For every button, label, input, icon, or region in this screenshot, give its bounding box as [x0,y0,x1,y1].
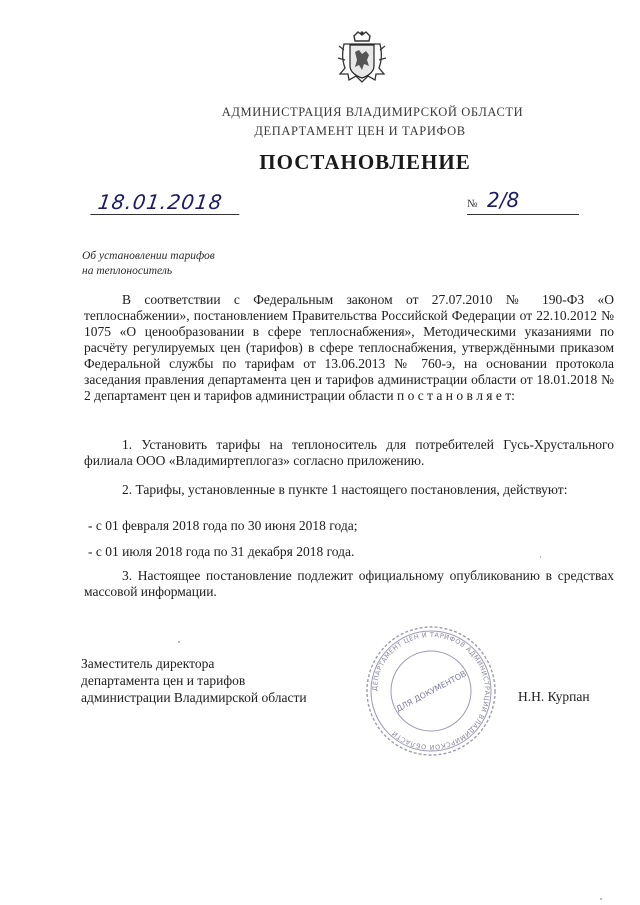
signatory-line-2: департамента цен и тарифов [81,673,246,688]
paragraph-item-2: 2. Тарифы, установленные в пункте 1 настоящего постановления, действуют: [122,482,568,497]
coat-of-arms-icon [336,30,388,92]
stamp-ring-text: ДЕПАРТАМЕНТ ЦЕН И ТАРИФОВ АДМИНИСТРАЦИИ ВЛАДИМИРСКОЙ ОБЛАСТИ [370,630,492,752]
subject-line-2: на теплоноситель [82,265,173,277]
signatory-name: Н.Н. Курпан [518,689,590,704]
document-number-field [467,188,579,215]
document-subject [82,249,215,279]
signatory-position [81,655,307,706]
number-sign: № [467,198,478,210]
stamp-inner-text: ДЛЯ ДОКУМЕНТОВ [394,669,468,714]
paragraph-item-3: 3. Настоящее постановление подлежит официальному опубликованию в средствах массовой информации. [84,568,614,599]
scan-speck [600,898,602,900]
period-1: - с 01 февраля 2018 года по 30 июня 2018 года; [88,518,358,533]
paragraph-preamble: В соответствии с Федеральным законом от 27.07.2010 № 190-ФЗ «О теплоснабжении», постановлением Правительства Российской Федерации от 22.10.2012 № 1075 «О ценообразовании в сфере теплоснабжения», Методическими указаниями по расчёту регулируемых цен (тарифов) в сфере теплоснабжения, утверждёнными приказом Федеральной службы по тарифам от 13.06.2013 № 760-э, на основании протокола заседания правления департамента цен и тарифов администрации области от 18.01.2018 № 2 департамент цен и тарифов администрации области п о с т а н о в л я е т: [84,292,614,403]
period-2: - с 01 июля 2018 года по 31 декабря 2018 года. [88,544,355,559]
official-stamp-icon [362,622,500,760]
document-title: ПОСТАНОВЛЕНИЕ [259,150,471,174]
org-name-department: ДЕПАРТАМЕНТ ЦЕН И ТАРИФОВ [254,124,466,138]
paragraph-item-1: 1. Установить тарифы на теплоноситель для потребителей Гусь-Хрустального филиала ООО «Владимиртеплогаз» согласно приложению. [84,437,614,468]
org-name-administration: АДМИНИСТРАЦИЯ ВЛАДИМИРСКОЙ ОБЛАСТИ [221,105,524,119]
scan-speck [178,641,180,643]
scan-speck [540,556,541,558]
signatory-line-3: администрации Владимирской области [81,690,307,705]
document-date: 18.01.2018 [90,190,242,215]
document-number: 2/8 [487,188,520,212]
signatory-line-1: Заместитель директора [81,656,215,671]
subject-line-1: Об установлении тарифов [82,250,215,262]
